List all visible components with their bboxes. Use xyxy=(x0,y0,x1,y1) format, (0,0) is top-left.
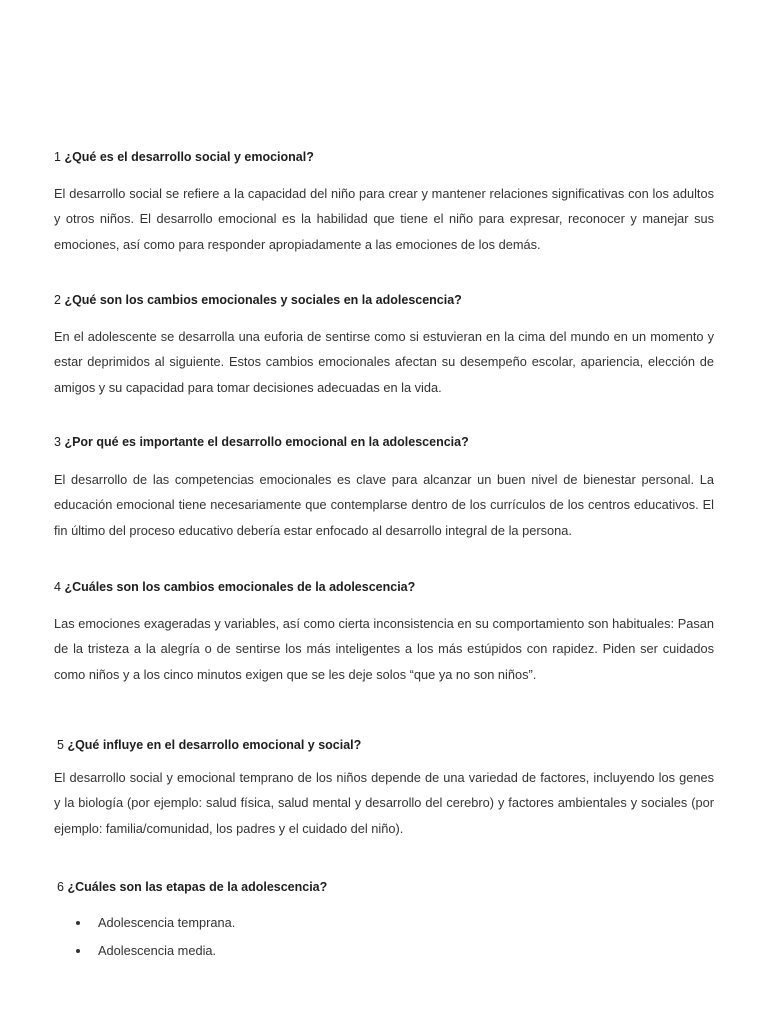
question-number: 6 xyxy=(57,880,64,894)
question-heading xyxy=(57,737,717,753)
section-1 xyxy=(54,149,714,257)
list-item xyxy=(54,909,714,937)
question-text: ¿Cuáles son los cambios emocionales de la adolescencia? xyxy=(64,580,416,594)
question-heading xyxy=(54,434,714,450)
section-2 xyxy=(54,292,714,400)
document-page xyxy=(54,0,714,1024)
section-6 xyxy=(57,879,717,895)
list-item-text: Adolescencia media. xyxy=(98,943,217,958)
answer-paragraph: El desarrollo de las competencias emocionales es clave para alcanzar un buen nivel de bienestar personal. La educación emocional tiene necesariamente que contemplarse dentro de los currículos de los centros educativos. El fin último del proceso educativo debería estar enfocado al desarrollo integral de la persona. xyxy=(54,472,714,538)
question-number: 3 xyxy=(54,435,61,449)
answer-paragraph: Las emociones exageradas y variables, así como cierta inconsistencia en su comportamiento son habituales: Pasan de la tristeza a la alegría o de sentirse los más inteligentes a los más estúpidos con rapidez. Piden ser cuidados como niños y a los cinco minutos exigen que se les deje solos “que ya no son niños”. xyxy=(54,616,714,682)
question-number: 1 xyxy=(54,150,61,164)
bullet-icon xyxy=(76,921,80,925)
question-number: 5 xyxy=(57,738,64,752)
question-text: ¿Qué influye en el desarrollo emocional y social? xyxy=(67,738,362,752)
bullet-icon xyxy=(76,949,80,953)
question-heading xyxy=(54,149,714,165)
question-text: ¿Por qué es importante el desarrollo emocional en la adolescencia? xyxy=(64,435,469,449)
question-heading xyxy=(54,579,714,595)
question-text: ¿Qué son los cambios emocionales y sociales en la adolescencia? xyxy=(64,293,462,307)
stages-list xyxy=(54,909,714,965)
section-6-list xyxy=(54,909,714,965)
section-3 xyxy=(54,434,714,543)
list-item-text: Adolescencia temprana. xyxy=(98,915,236,930)
question-number: 2 xyxy=(54,293,61,307)
section-5 xyxy=(57,737,717,753)
question-heading xyxy=(57,879,717,895)
question-number: 4 xyxy=(54,580,61,594)
answer-paragraph: El desarrollo social se refiere a la capacidad del niño para crear y mantener relaciones significativas con los adultos y otros niños. El desarrollo emocional es la habilidad que tiene el niño para expresar, reconocer y manejar sus emociones, así como para responder apropiadamente a las emociones de los demás. xyxy=(54,186,714,252)
question-heading xyxy=(54,292,714,308)
question-text: ¿Qué es el desarrollo social y emocional? xyxy=(64,150,314,164)
answer-paragraph: El desarrollo social y emocional temprano de los niños depende de una variedad de factores, incluyendo los genes y la biología (por ejemplo: salud física, salud mental y desarrollo del cerebro) y factores ambientales y sociales (por ejemplo: familia/comunidad, los padres y el cuidado del niño). xyxy=(54,770,714,836)
section-4 xyxy=(54,579,714,687)
section-5-body xyxy=(54,765,714,841)
list-item xyxy=(54,937,714,965)
answer-paragraph: En el adolescente se desarrolla una euforia de sentirse como si estuvieran en la cima del mundo en un momento y estar deprimidos al siguiente. Estos cambios emocionales afectan su desempeño escolar, apariencia, elección de amigos y su capacidad para tomar decisiones adecuadas en la vida. xyxy=(54,329,714,395)
question-text: ¿Cuáles son las etapas de la adolescencia? xyxy=(67,880,328,894)
